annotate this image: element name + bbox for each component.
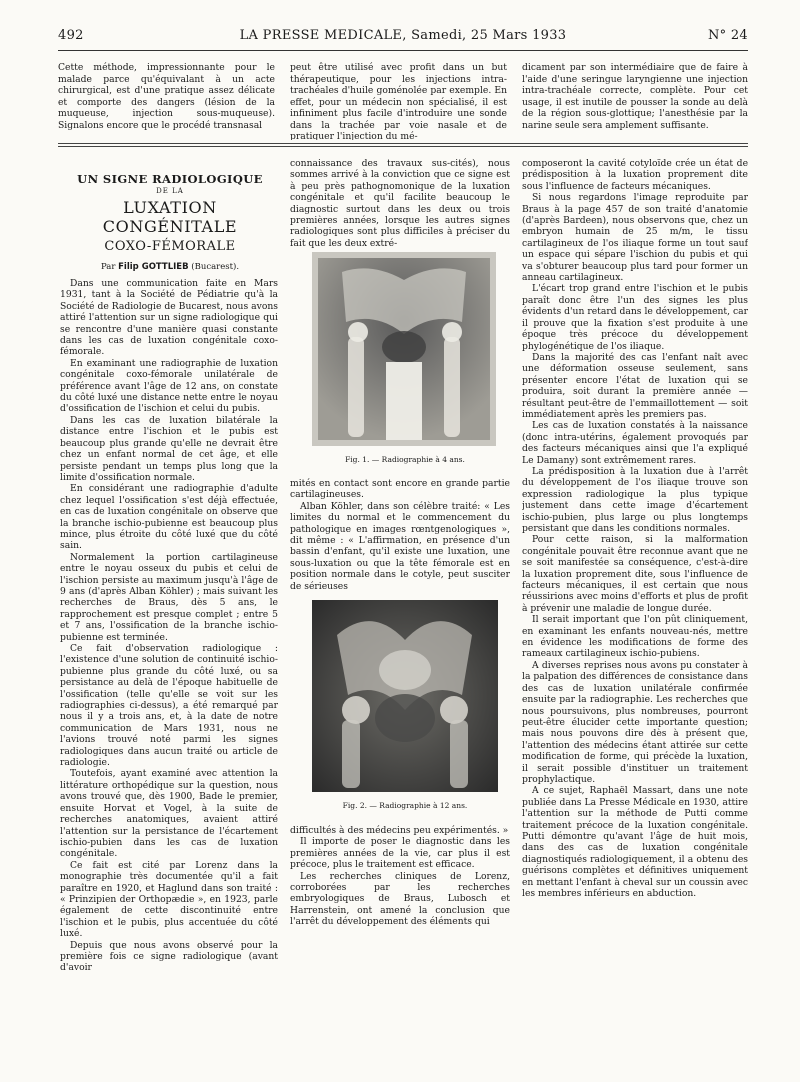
paragraph: Pour cette raison, si la malformation congénitale pouvait être reconnue avant que ne se soit manifestée sa conséquence, c'est-à-dire la luxation proprement dite, sous l'influence de facteurs mécaniques, il est certain que nous réussirions avec moins d'efforts et plus de profit à prévenir une maladie de longue durée. [522, 534, 748, 614]
article-column-2-top [290, 158, 510, 248]
figure-1-radiograph [312, 252, 496, 446]
column-2-top-text: connaissance des travaux sus-cités), nous sommes arrivé à la conviction que ce signe est à peu près pathognomonique de la luxation congénitale et qu'il facilite beaucoup le diagnostic surtout dans les deux ou trois premières années, lorsque les autres signes radiologiques sont plus difficiles à préciser du fait que les deux extré- [290, 158, 510, 248]
article-column-2-mid [290, 478, 510, 593]
top-column-1 [58, 62, 275, 140]
paragraph: Depuis que nous avons observé pour la première fois ce signe radiologique (avant d'avoir [60, 939, 278, 974]
top-column-3-text: dicament par son intermédiaire que de faire à l'aide d'une seringue laryngienne une injection intra-trachéale correcte, complète. Pour cet usage, il est inutile de pousser la sonde au delà de la région sous-glottique; l'anesthésie par la narine seule sera amplement suffisante. [522, 62, 748, 131]
article-column-1 [60, 278, 278, 1028]
paragraph: composeront la cavité cotyloïde crée un état de prédisposition à la luxation proprement dite sous l'influence de facteurs mécaniques. [522, 158, 748, 192]
paragraph: La prédisposition à la luxation due à l'arrêt du développement de l'os iliaque trouve son expression radiologique la plus typique justement dans cette image d'écartement ischio-pubien, plus large ou plus longtemps persistant que dans les conditions normales. [522, 465, 748, 534]
figure-1-image [312, 252, 496, 446]
header-rule [58, 50, 748, 51]
paragraph: Si nous regardons l'image reproduite par Braus à la page 457 de son traité d'anatomie (d'après Bardeen), nous observons que, chez un embryon humain de 25 m/m, le tissu cartilagineux de l'os iliaque forme un tout sauf un espace qui sépare l'ischion du pubis et qui va s'obturer beaucoup plus tard pour former un anneau cartilagineux. [522, 192, 748, 284]
top-column-2-text: peut être utilisé avec profit dans un but thérapeutique, pour les injections intra-trachéales d'huile goménolée par exemple. En effet, pour un médecin non spécialisé, il est infiniment plus facile d'introduire une sonde dans la trachée par voie nasale et de pratiquer l'injection du mé- [290, 62, 507, 140]
paragraph: Dans une communication faite en Mars 1931, tant à la Société de Pédiatrie qu'à la Société de Radiologie de Bucarest, nous avons attiré l'attention sur un signe radiologique qui se rencontre d'une manière quasi constante dans les cas de luxation congénitale coxo-fémorale. [60, 278, 278, 358]
issue-number: N° 24 [707, 28, 748, 43]
paragraph: En examinant une radiographie de luxation congénitale coxo-fémorale unilatérale de préférence avant l'âge de 12 ans, on constate du côté luxé une distance nette entre le noyau d'ossification de l'ischion et celui du pubis. [60, 357, 278, 415]
figure-2-radiograph [312, 600, 498, 792]
paragraph: A diverses reprises nous avons pu constater à la palpation des différences de consistance dans des cas de luxation unilatérale confirmée ensuite par la radiographie. Les recherches que nous poursuivons, plus nombreuses, pourront peut-être élucider cette importante question; mais nous pouvons dire dès à présent que, l'attention des médecins étant attirée sur cette modification de forme, qui précède la luxation, il serait possible d'instituer un traitement prophylactique. [522, 659, 748, 785]
paragraph: Alban Köhler, dans son célèbre traité: « Les limites du normal et le commencement du pathologique en images rœntgenologiques », dit même : « L'affirmation, en présence d'un bassin d'enfant, qu'il existe une luxation, une sous-luxation ou que la tête fémorale est en position normale dans le cotyle, peut susciter de sérieuses [290, 500, 510, 592]
byline-par: Par [100, 262, 116, 272]
article-column-2-bottom [290, 825, 510, 1035]
article-kicker: UN SIGNE RADIOLOGIQUE [77, 172, 263, 186]
paragraph: Il serait important que l'on pût cliniquement, en examinant les enfants nouveau-nés, mettre en évidence les modifications de forme des rameaux cartilagineux ischio-pubiens. [522, 614, 748, 660]
paragraph: Dans les cas de luxation bilatérale la distance entre l'ischion et le pubis est beaucoup plus grande qu'elle ne devrait être chez un enfant normal de cet âge, et elle persiste pendant un temps plus long que la limite d'ossification normale. [60, 414, 278, 483]
journal-title: LA PRESSE MEDICALE, Samedi, 25 Mars 1933 [239, 28, 567, 43]
paragraph: Dans la majorité des cas l'enfant naît avec une déformation osseuse seulement, sans présenter encore l'état de luxation qui se produira, soit durant la première année — résultant peut-être de l'emmaillottement — soit immédiatement après les premiers pas. [522, 351, 748, 420]
article-title-line-1: LUXATION CONGÉNITALE [102, 198, 238, 236]
section-rule-2 [58, 146, 748, 147]
paragraph: Ce fait d'observation radiologique : l'existence d'une solution de continuité ischio-pubienne plus grande du côté luxé, ou sa persistance au delà de l'époque habituelle de l'ossification (telle qu'elle se voit sur les radiographies ci-dessus), a été remarqué par nous il y a trois ans, et, à la date de notre communication de Mars 1931, nous ne l'avions trouvé noté parmi les signes radiologiques dans aucun traité ou article de radiologie. [60, 643, 278, 769]
paragraph: A ce sujet, Raphaël Massart, dans une note publiée dans La Presse Médicale en 1930, attire l'attention sur la méthode de Putti comme traitement précoce de la luxation congénitale. Putti démontre qu'avant l'âge de huit mois, dans des cas de luxation congénitale diagnostiqués radiologiquement, il a obtenu des guérisons complètes et définitives uniquement en mettant l'enfant à cheval sur un coussin avec les membres inférieurs en abduction. [522, 785, 748, 899]
top-column-3 [522, 62, 748, 140]
page-number: 492 [58, 28, 84, 43]
author-city: (Bucarest). [191, 262, 240, 272]
paragraph: Les recherches cliniques de Lorenz, corroborées par les recherches embryologiques de Braus, Lubosch et Harrenstein, ont amené la conclusion que l'arrêt du développement des éléments qui [290, 870, 510, 928]
paragraph: Il importe de poser le diagnostic dans les premières années de la vie, car plus il est précoce, plus le traitement est efficace. [290, 836, 510, 871]
paragraph: Ce fait est cité par Lorenz dans la monographie très documentée qu'il a fait paraître en 1920, et Haglund dans son traité : « Prinzipien der Orthopædie », en 1923, parle également de cette discontinuité entre l'ischion et le pubis, plus accentuée du côté luxé. [60, 859, 278, 940]
article-de-la: DE LA [156, 187, 184, 195]
figure-2-image [312, 600, 498, 792]
article-column-3 [522, 158, 748, 1038]
article-byline [60, 262, 280, 272]
paragraph: Les cas de luxation constatés à la naissance (donc intra-utérins, également provoqués par des facteurs mécaniques ainsi que l'a expliqué Le Damany) sont extrêmement rares. [522, 420, 748, 466]
top-column-2 [290, 62, 507, 140]
page-header [58, 28, 748, 46]
paragraph: mités en contact sont encore en grande partie cartilagineuses. [290, 478, 510, 501]
top-column-1-text: Cette méthode, impressionnante pour le malade parce qu'équivalant à un acte chirurgical, est d'une pratique assez délicate et comporte des dangers (lésion de la muqueuse, injection sous-muqueuse). Signalons encore que le procédé transnasal [58, 62, 275, 131]
article-title-line-2: COXO-FÉMORALE [104, 239, 236, 254]
paragraph: difficultés à des médecins peu expérimentés. » [290, 825, 509, 836]
paragraph: Normalement la portion cartilagineuse entre le noyau osseux du pubis et celui de l'ischion persiste au maximum jusqu'à l'âge de 9 ans (d'après Alban Köhler) ; mais suivant les recherches de Braus, dès 5 ans, le rapprochement est presque complet ; entre 5 et 7 ans, l'ossification de la branche ischio-pubienne est terminée. [60, 551, 278, 643]
paragraph: Toutefois, ayant examiné avec attention la littérature orthopédique sur la question, nous avons trouvé que, dès 1900, Bade le premier, ensuite Horvat et Vogel, à la suite de recherches anatomiques, avaient attiré l'attention sur la persistance de l'écartement ischio-pubien dans les cas de luxation congénitale. [60, 768, 278, 860]
author-name: Filip GOTTLIEB [118, 262, 189, 272]
section-rule [58, 143, 748, 144]
figure-1-caption: Fig. 1. — Radiographie à 4 ans. [345, 455, 465, 464]
paragraph: L'écart trop grand entre l'ischion et le pubis paraît donc être l'un des signes les plus évidents d'un retard dans le développement, car il prouve que la fixation s'est produite à une époque très précoce du développement phylogénétique de l'os iliaque. [522, 283, 748, 352]
paragraph: En considérant une radiographie d'adulte chez lequel l'ossification s'est déjà effectuée, en cas de luxation congénitale on observe que la branche ischio-pubienne est beaucoup plus mince, plus étroite du côté luxé que du côté sain. [60, 483, 278, 552]
figure-2-caption: Fig. 2. — Radiographie à 12 ans. [342, 801, 468, 810]
article-heading [60, 172, 280, 272]
